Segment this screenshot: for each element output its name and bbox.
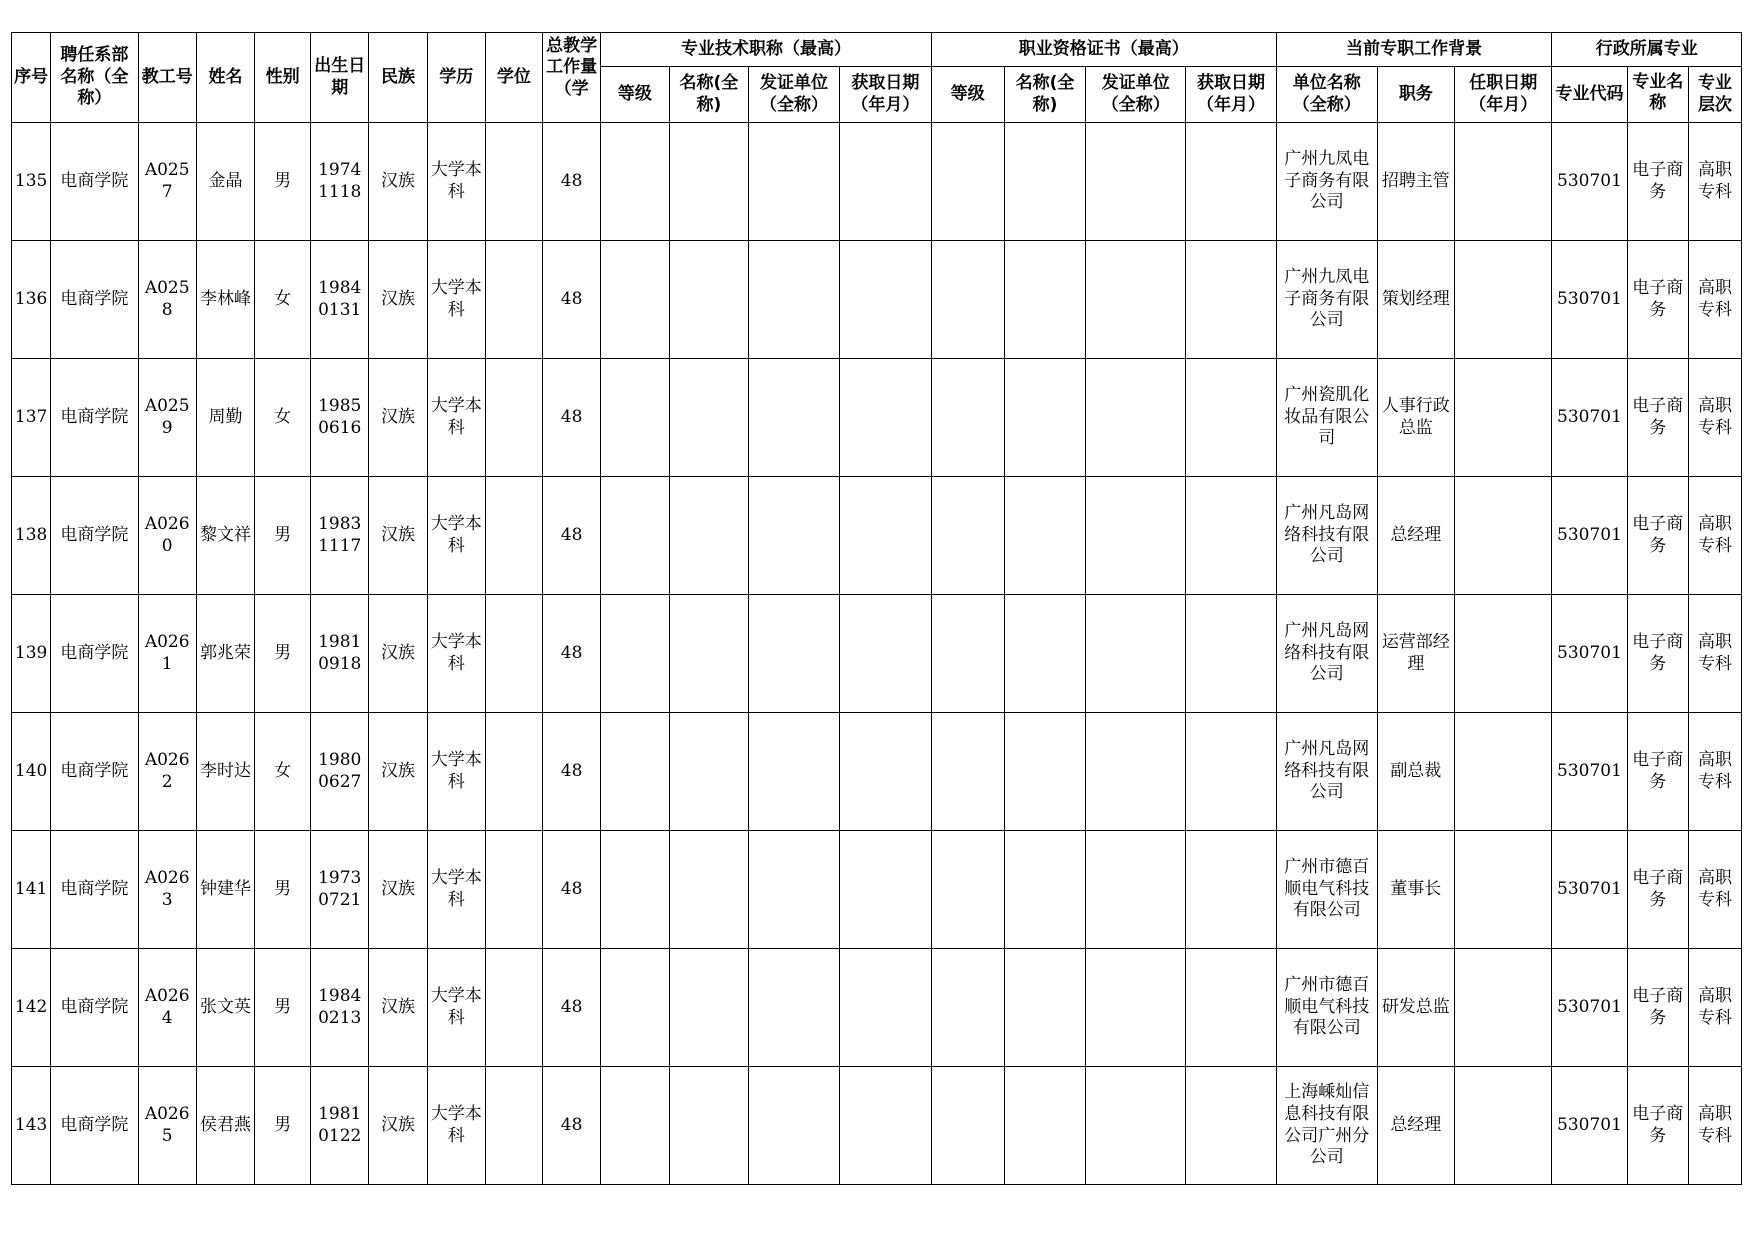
cell-title-level: [601, 949, 669, 1067]
cell-gender: 男: [255, 477, 311, 595]
cell-cert-level: [931, 241, 1004, 359]
cell-dept: 电商学院: [51, 831, 138, 949]
cell-birth: 19840131: [311, 241, 369, 359]
cell-title-name: [669, 713, 749, 831]
cell-position: 总经理: [1377, 477, 1454, 595]
cell-gender: 女: [255, 241, 311, 359]
cell-ethnicity: 汉族: [369, 713, 427, 831]
cell-tenure-date: [1454, 595, 1551, 713]
cell-cert-level: [931, 713, 1004, 831]
cell-cert-issuer: [1086, 595, 1186, 713]
cell-title-level: [601, 123, 669, 241]
cell-major-code: 530701: [1552, 241, 1627, 359]
cell-position: 招聘主管: [1377, 123, 1454, 241]
table-row: [12, 713, 1742, 831]
cell-tenure-date: [1454, 241, 1551, 359]
cell-ethnicity: 汉族: [369, 477, 427, 595]
cell-title-date: [839, 241, 931, 359]
cell-org-name: 广州市德百顺电气科技有限公司: [1276, 831, 1377, 949]
cell-cert-date: [1186, 949, 1277, 1067]
cell-dept: 电商学院: [51, 359, 138, 477]
header-education: 学历: [427, 33, 485, 123]
cell-education: 大学本科: [427, 123, 485, 241]
cell-cert-issuer: [1086, 359, 1186, 477]
cell-title-date: [839, 949, 931, 1067]
cell-tenure-date: [1454, 949, 1551, 1067]
cell-title-level: [601, 713, 669, 831]
cell-org-name: 上海嵊灿信息科技有限公司广州分公司: [1276, 1067, 1377, 1185]
header-birth: 出生日期: [311, 33, 369, 123]
cell-major-name: 电子商务: [1627, 359, 1689, 477]
cell-major-name: 电子商务: [1627, 1067, 1689, 1185]
cell-workload: 48: [543, 713, 601, 831]
cell-gender: 男: [255, 1067, 311, 1185]
cell-seq: 139: [12, 595, 51, 713]
cell-tenure-date: [1454, 831, 1551, 949]
cell-cert-date: [1186, 831, 1277, 949]
cell-position: 董事长: [1377, 831, 1454, 949]
cell-position: 副总裁: [1377, 713, 1454, 831]
cell-org-name: 广州凡岛网络科技有限公司: [1276, 595, 1377, 713]
cell-title-issuer: [749, 1067, 840, 1185]
cell-title-issuer: [749, 713, 840, 831]
cell-cert-issuer: [1086, 949, 1186, 1067]
cell-title-name: [669, 949, 749, 1067]
cell-title-date: [839, 595, 931, 713]
cell-name: 周勤: [196, 359, 254, 477]
cell-major-name: 电子商务: [1627, 595, 1689, 713]
cell-cert-date: [1186, 1067, 1277, 1185]
cell-degree: [485, 477, 542, 595]
table-row: [12, 241, 1742, 359]
cell-dept: 电商学院: [51, 713, 138, 831]
cell-major-name: 电子商务: [1627, 241, 1689, 359]
table-row: [12, 359, 1742, 477]
cell-major-name: 电子商务: [1627, 477, 1689, 595]
cell-ethnicity: 汉族: [369, 831, 427, 949]
cell-seq: 141: [12, 831, 51, 949]
cell-staff-id: A0258: [138, 241, 196, 359]
cell-name: 金晶: [196, 123, 254, 241]
cell-workload: 48: [543, 1067, 601, 1185]
cell-seq: 137: [12, 359, 51, 477]
header-title-level: 等级: [601, 67, 669, 123]
cell-staff-id: A0261: [138, 595, 196, 713]
header-group-major: 行政所属专业: [1552, 33, 1742, 67]
cell-major-level: 高职专科: [1689, 241, 1742, 359]
cell-ethnicity: 汉族: [369, 123, 427, 241]
header-workload: [543, 33, 601, 123]
cell-degree: [485, 241, 542, 359]
cell-education: 大学本科: [427, 831, 485, 949]
cell-degree: [485, 831, 542, 949]
header-cert-name: 名称(全称): [1004, 67, 1086, 123]
header-dept: 聘任系部名称（全称）: [51, 33, 138, 123]
cell-seq: 135: [12, 123, 51, 241]
cell-org-name: 广州九凤电子商务有限公司: [1276, 241, 1377, 359]
cell-major-name: 电子商务: [1627, 831, 1689, 949]
cell-name: 郭兆荣: [196, 595, 254, 713]
cell-gender: 女: [255, 359, 311, 477]
cell-name: 钟建华: [196, 831, 254, 949]
cell-dept: 电商学院: [51, 241, 138, 359]
cell-cert-issuer: [1086, 831, 1186, 949]
cell-workload: 48: [543, 359, 601, 477]
cell-name: 侯君燕: [196, 1067, 254, 1185]
cell-ethnicity: 汉族: [369, 1067, 427, 1185]
cell-title-name: [669, 1067, 749, 1185]
cell-major-name: 电子商务: [1627, 123, 1689, 241]
header-major-name-text: 专业名称: [1632, 71, 1684, 114]
staff-roster-table: [11, 32, 1742, 1185]
cell-title-date: [839, 477, 931, 595]
header-group-job: 当前专职工作背景: [1276, 33, 1552, 67]
cell-position: 运营部经理: [1377, 595, 1454, 713]
cell-name: 黎文祥: [196, 477, 254, 595]
cell-title-date: [839, 1067, 931, 1185]
cell-dept: 电商学院: [51, 1067, 138, 1185]
cell-major-code: 530701: [1552, 713, 1627, 831]
staff-roster-sheet: [11, 32, 1742, 1185]
cell-birth: 19800627: [311, 713, 369, 831]
cell-major-code: 530701: [1552, 477, 1627, 595]
cell-dept: 电商学院: [51, 123, 138, 241]
table-row: [12, 123, 1742, 241]
cell-education: 大学本科: [427, 949, 485, 1067]
cell-major-level: 高职专科: [1689, 123, 1742, 241]
header-major-level: 专业层次: [1689, 67, 1742, 123]
cell-ethnicity: 汉族: [369, 241, 427, 359]
cell-name: 李林峰: [196, 241, 254, 359]
cell-title-level: [601, 595, 669, 713]
cell-tenure-date: [1454, 713, 1551, 831]
cell-major-code: 530701: [1552, 123, 1627, 241]
cell-cert-name: [1004, 1067, 1086, 1185]
cell-workload: 48: [543, 477, 601, 595]
cell-org-name: 广州瓷肌化妆品有限公司: [1276, 359, 1377, 477]
header-name: 姓名: [196, 33, 254, 123]
cell-position: 人事行政总监: [1377, 359, 1454, 477]
cell-title-name: [669, 359, 749, 477]
cell-position: 策划经理: [1377, 241, 1454, 359]
cell-seq: 138: [12, 477, 51, 595]
cell-tenure-date: [1454, 123, 1551, 241]
cell-cert-name: [1004, 713, 1086, 831]
cell-cert-date: [1186, 123, 1277, 241]
header-cert-date: 获取日期（年月）: [1186, 67, 1277, 123]
cell-gender: 男: [255, 831, 311, 949]
cell-cert-issuer: [1086, 713, 1186, 831]
cell-cert-date: [1186, 595, 1277, 713]
header-cert-level: 等级: [931, 67, 1004, 123]
cell-cert-level: [931, 949, 1004, 1067]
table-row: [12, 477, 1742, 595]
table-row: [12, 831, 1742, 949]
cell-major-level: 高职专科: [1689, 595, 1742, 713]
table-row: [12, 949, 1742, 1067]
cell-degree: [485, 595, 542, 713]
cell-major-code: 530701: [1552, 359, 1627, 477]
cell-cert-name: [1004, 123, 1086, 241]
cell-birth: 19730721: [311, 831, 369, 949]
cell-birth: 19810918: [311, 595, 369, 713]
table-body: [12, 123, 1742, 1185]
header-gender: 性别: [255, 33, 311, 123]
cell-major-name: 电子商务: [1627, 949, 1689, 1067]
cell-major-level: 高职专科: [1689, 949, 1742, 1067]
cell-education: 大学本科: [427, 595, 485, 713]
cell-workload: 48: [543, 241, 601, 359]
header-org-name: 单位名称（全称）: [1276, 67, 1377, 123]
cell-staff-id: A0257: [138, 123, 196, 241]
cell-title-name: [669, 241, 749, 359]
header-workload-text: 总教学工作量（学: [546, 35, 598, 99]
cell-gender: 男: [255, 595, 311, 713]
cell-position: 总经理: [1377, 1067, 1454, 1185]
header-title-date: 获取日期（年月）: [839, 67, 931, 123]
cell-cert-date: [1186, 359, 1277, 477]
cell-dept: 电商学院: [51, 595, 138, 713]
table-header: [12, 33, 1742, 123]
cell-title-issuer: [749, 359, 840, 477]
cell-staff-id: A0262: [138, 713, 196, 831]
cell-title-issuer: [749, 123, 840, 241]
cell-org-name: 广州九凤电子商务有限公司: [1276, 123, 1377, 241]
cell-major-level: 高职专科: [1689, 477, 1742, 595]
cell-cert-name: [1004, 477, 1086, 595]
header-major-code: 专业代码: [1552, 67, 1627, 123]
cell-title-date: [839, 123, 931, 241]
cell-title-issuer: [749, 831, 840, 949]
cell-staff-id: A0265: [138, 1067, 196, 1185]
cell-tenure-date: [1454, 477, 1551, 595]
cell-cert-level: [931, 831, 1004, 949]
cell-title-level: [601, 831, 669, 949]
table-row: [12, 1067, 1742, 1185]
table-row: [12, 595, 1742, 713]
cell-org-name: 广州市德百顺电气科技有限公司: [1276, 949, 1377, 1067]
cell-title-name: [669, 477, 749, 595]
header-degree: 学位: [485, 33, 542, 123]
cell-education: 大学本科: [427, 1067, 485, 1185]
cell-cert-level: [931, 477, 1004, 595]
cell-tenure-date: [1454, 1067, 1551, 1185]
cell-cert-name: [1004, 831, 1086, 949]
cell-cert-date: [1186, 713, 1277, 831]
cell-education: 大学本科: [427, 359, 485, 477]
cell-dept: 电商学院: [51, 477, 138, 595]
cell-workload: 48: [543, 949, 601, 1067]
cell-cert-level: [931, 123, 1004, 241]
cell-staff-id: A0263: [138, 831, 196, 949]
cell-major-name: 电子商务: [1627, 713, 1689, 831]
cell-cert-name: [1004, 241, 1086, 359]
cell-cert-level: [931, 1067, 1004, 1185]
cell-title-issuer: [749, 595, 840, 713]
cell-title-date: [839, 831, 931, 949]
cell-birth: 19850616: [311, 359, 369, 477]
header-tenure-date: 任职日期（年月）: [1454, 67, 1551, 123]
header-ethnicity: 民族: [369, 33, 427, 123]
cell-tenure-date: [1454, 359, 1551, 477]
cell-cert-date: [1186, 477, 1277, 595]
cell-title-issuer: [749, 477, 840, 595]
cell-birth: 19741118: [311, 123, 369, 241]
cell-title-level: [601, 359, 669, 477]
cell-cert-date: [1186, 241, 1277, 359]
cell-workload: 48: [543, 123, 601, 241]
cell-major-code: 530701: [1552, 595, 1627, 713]
header-group-cert: 职业资格证书（最高）: [931, 33, 1276, 67]
cell-cert-issuer: [1086, 241, 1186, 359]
cell-title-issuer: [749, 949, 840, 1067]
cell-seq: 142: [12, 949, 51, 1067]
header-major-name: [1627, 67, 1689, 123]
cell-staff-id: A0264: [138, 949, 196, 1067]
cell-gender: 女: [255, 713, 311, 831]
cell-degree: [485, 949, 542, 1067]
cell-degree: [485, 1067, 542, 1185]
cell-title-date: [839, 359, 931, 477]
cell-title-name: [669, 123, 749, 241]
cell-org-name: 广州凡岛网络科技有限公司: [1276, 713, 1377, 831]
cell-major-level: 高职专科: [1689, 713, 1742, 831]
cell-cert-issuer: [1086, 1067, 1186, 1185]
cell-cert-name: [1004, 359, 1086, 477]
cell-cert-level: [931, 359, 1004, 477]
cell-degree: [485, 359, 542, 477]
cell-major-code: 530701: [1552, 1067, 1627, 1185]
cell-dept: 电商学院: [51, 949, 138, 1067]
cell-workload: 48: [543, 831, 601, 949]
header-position: 职务: [1377, 67, 1454, 123]
cell-major-code: 530701: [1552, 831, 1627, 949]
cell-title-level: [601, 477, 669, 595]
cell-staff-id: A0259: [138, 359, 196, 477]
cell-ethnicity: 汉族: [369, 595, 427, 713]
cell-title-issuer: [749, 241, 840, 359]
header-title-name: 名称(全称): [669, 67, 749, 123]
cell-org-name: 广州凡岛网络科技有限公司: [1276, 477, 1377, 595]
header-seq: 序号: [12, 33, 51, 123]
cell-cert-level: [931, 595, 1004, 713]
cell-ethnicity: 汉族: [369, 359, 427, 477]
cell-education: 大学本科: [427, 713, 485, 831]
cell-cert-issuer: [1086, 123, 1186, 241]
cell-name: 李时达: [196, 713, 254, 831]
cell-education: 大学本科: [427, 477, 485, 595]
cell-gender: 男: [255, 123, 311, 241]
cell-title-level: [601, 241, 669, 359]
cell-seq: 136: [12, 241, 51, 359]
cell-cert-issuer: [1086, 477, 1186, 595]
cell-staff-id: A0260: [138, 477, 196, 595]
cell-title-name: [669, 595, 749, 713]
cell-title-name: [669, 831, 749, 949]
cell-cert-name: [1004, 949, 1086, 1067]
cell-degree: [485, 123, 542, 241]
cell-major-code: 530701: [1552, 949, 1627, 1067]
header-title-issuer: 发证单位（全称）: [749, 67, 840, 123]
cell-degree: [485, 713, 542, 831]
header-group-title: 专业技术职称（最高）: [601, 33, 932, 67]
header-cert-issuer: 发证单位（全称）: [1086, 67, 1186, 123]
cell-birth: 19831117: [311, 477, 369, 595]
cell-major-level: 高职专科: [1689, 1067, 1742, 1185]
cell-title-level: [601, 1067, 669, 1185]
cell-birth: 19840213: [311, 949, 369, 1067]
cell-major-level: 高职专科: [1689, 831, 1742, 949]
cell-position: 研发总监: [1377, 949, 1454, 1067]
cell-title-date: [839, 713, 931, 831]
cell-seq: 143: [12, 1067, 51, 1185]
cell-gender: 男: [255, 949, 311, 1067]
cell-education: 大学本科: [427, 241, 485, 359]
cell-seq: 140: [12, 713, 51, 831]
cell-major-level: 高职专科: [1689, 359, 1742, 477]
cell-ethnicity: 汉族: [369, 949, 427, 1067]
cell-workload: 48: [543, 595, 601, 713]
cell-cert-name: [1004, 595, 1086, 713]
header-staff-id: 教工号: [138, 33, 196, 123]
cell-name: 张文英: [196, 949, 254, 1067]
cell-birth: 19810122: [311, 1067, 369, 1185]
